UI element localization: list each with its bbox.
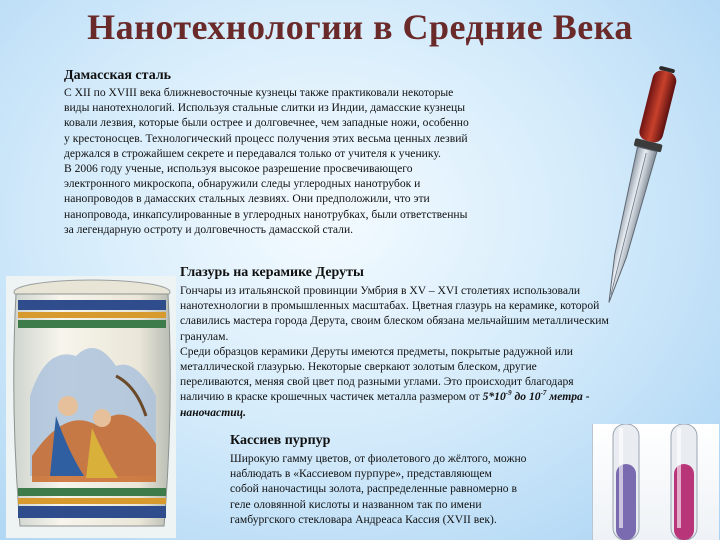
damascus-line: у крестоносцев. Технологический процесс получения этих весьма ценных лезвий xyxy=(64,131,468,145)
damascus-line: виды нанотехнологий. Используя стальные слитки из Индии, дамасские кузнецы xyxy=(64,101,466,115)
slide-title: Нанотехнологии в Средние Века xyxy=(87,7,633,47)
deruta-line: металлической глазурью. Некоторые сверкают золотым блеском, другие xyxy=(180,360,537,374)
damascus-line: нанопровода, инкапсулированные в углеродных нанотрубках, были ответственны xyxy=(64,207,468,221)
damascus-dagger-image xyxy=(558,58,708,314)
cassius-line: наблюдать в «Кассиевом пурпуре», представляющем xyxy=(230,467,492,481)
cassius-text xyxy=(230,451,526,527)
deruta-line: Гончары из итальянской провинции Умбрия в XV – XVI столетиях использовали xyxy=(180,284,581,297)
cassius-line: Широкую гамму цветов, от фиолетового до жёлтого, можно xyxy=(230,452,527,465)
deruta-line: славились мастера города Дерута, своим блеском обязана мельчайшим металлическим xyxy=(180,314,609,328)
deruta-line: гранулам. xyxy=(180,329,229,343)
deruta-line: переливаются, меняя свой цвет под разными углами. Это происходит благодаря xyxy=(180,375,574,389)
damascus-line: ковали лезвия, которые были острее и долговечнее, чем западные ножи, особенно xyxy=(64,116,469,130)
cassius-line: геле оловянной кислоты и названном так по имени xyxy=(230,497,482,511)
damascus-heading: Дамасская сталь xyxy=(64,68,172,83)
damascus-line: С XII по XVIII века ближневосточные кузнецы также практиковали некоторые xyxy=(64,86,454,99)
cassius-line: гамбургского стекловара Андреаса Кассия (XVII век). xyxy=(230,512,497,526)
deruta-heading: Глазурь на керамике Деруты xyxy=(180,265,364,280)
damascus-line: за легендарную остроту и долговечность дамасской стали. xyxy=(64,222,354,236)
cassius-tubes-image xyxy=(592,424,719,540)
damascus-line: держался в строжайшем секрете и передавался только от учителя к ученику. xyxy=(64,146,441,160)
deruta-line: Среди образцов керамики Деруты имеются предметы, покрытые радужной или xyxy=(180,344,573,358)
deruta-line: наночастиц. xyxy=(180,405,247,419)
damascus-line: В 2006 году ученые, используя высокое разрешение просвечивающего xyxy=(64,162,413,176)
deruta-line: нанотехнологии в промышленных масштабах. Цветная глазурь на керамике, которой xyxy=(180,299,600,313)
damascus-text xyxy=(64,85,469,237)
deruta-text xyxy=(180,283,609,420)
cassius-line: собой наночастицы золота, распределенные равномерно в xyxy=(230,482,517,496)
cassius-heading: Кассиев пурпур xyxy=(230,433,331,448)
deruta-line-sizes: наличию в краске крошечных частичек металла размером от $5*10^{-9}$ до $10^{-7}$ метра - xyxy=(180,389,590,404)
damascus-line: нанопроводов в дамасских стальных лезвиях. Они предположили, что эти xyxy=(64,192,430,206)
deruta-jar-image xyxy=(6,276,176,538)
damascus-line: электронного микроскопа, обнаружили следы углеродных нанотрубок и xyxy=(64,177,421,191)
